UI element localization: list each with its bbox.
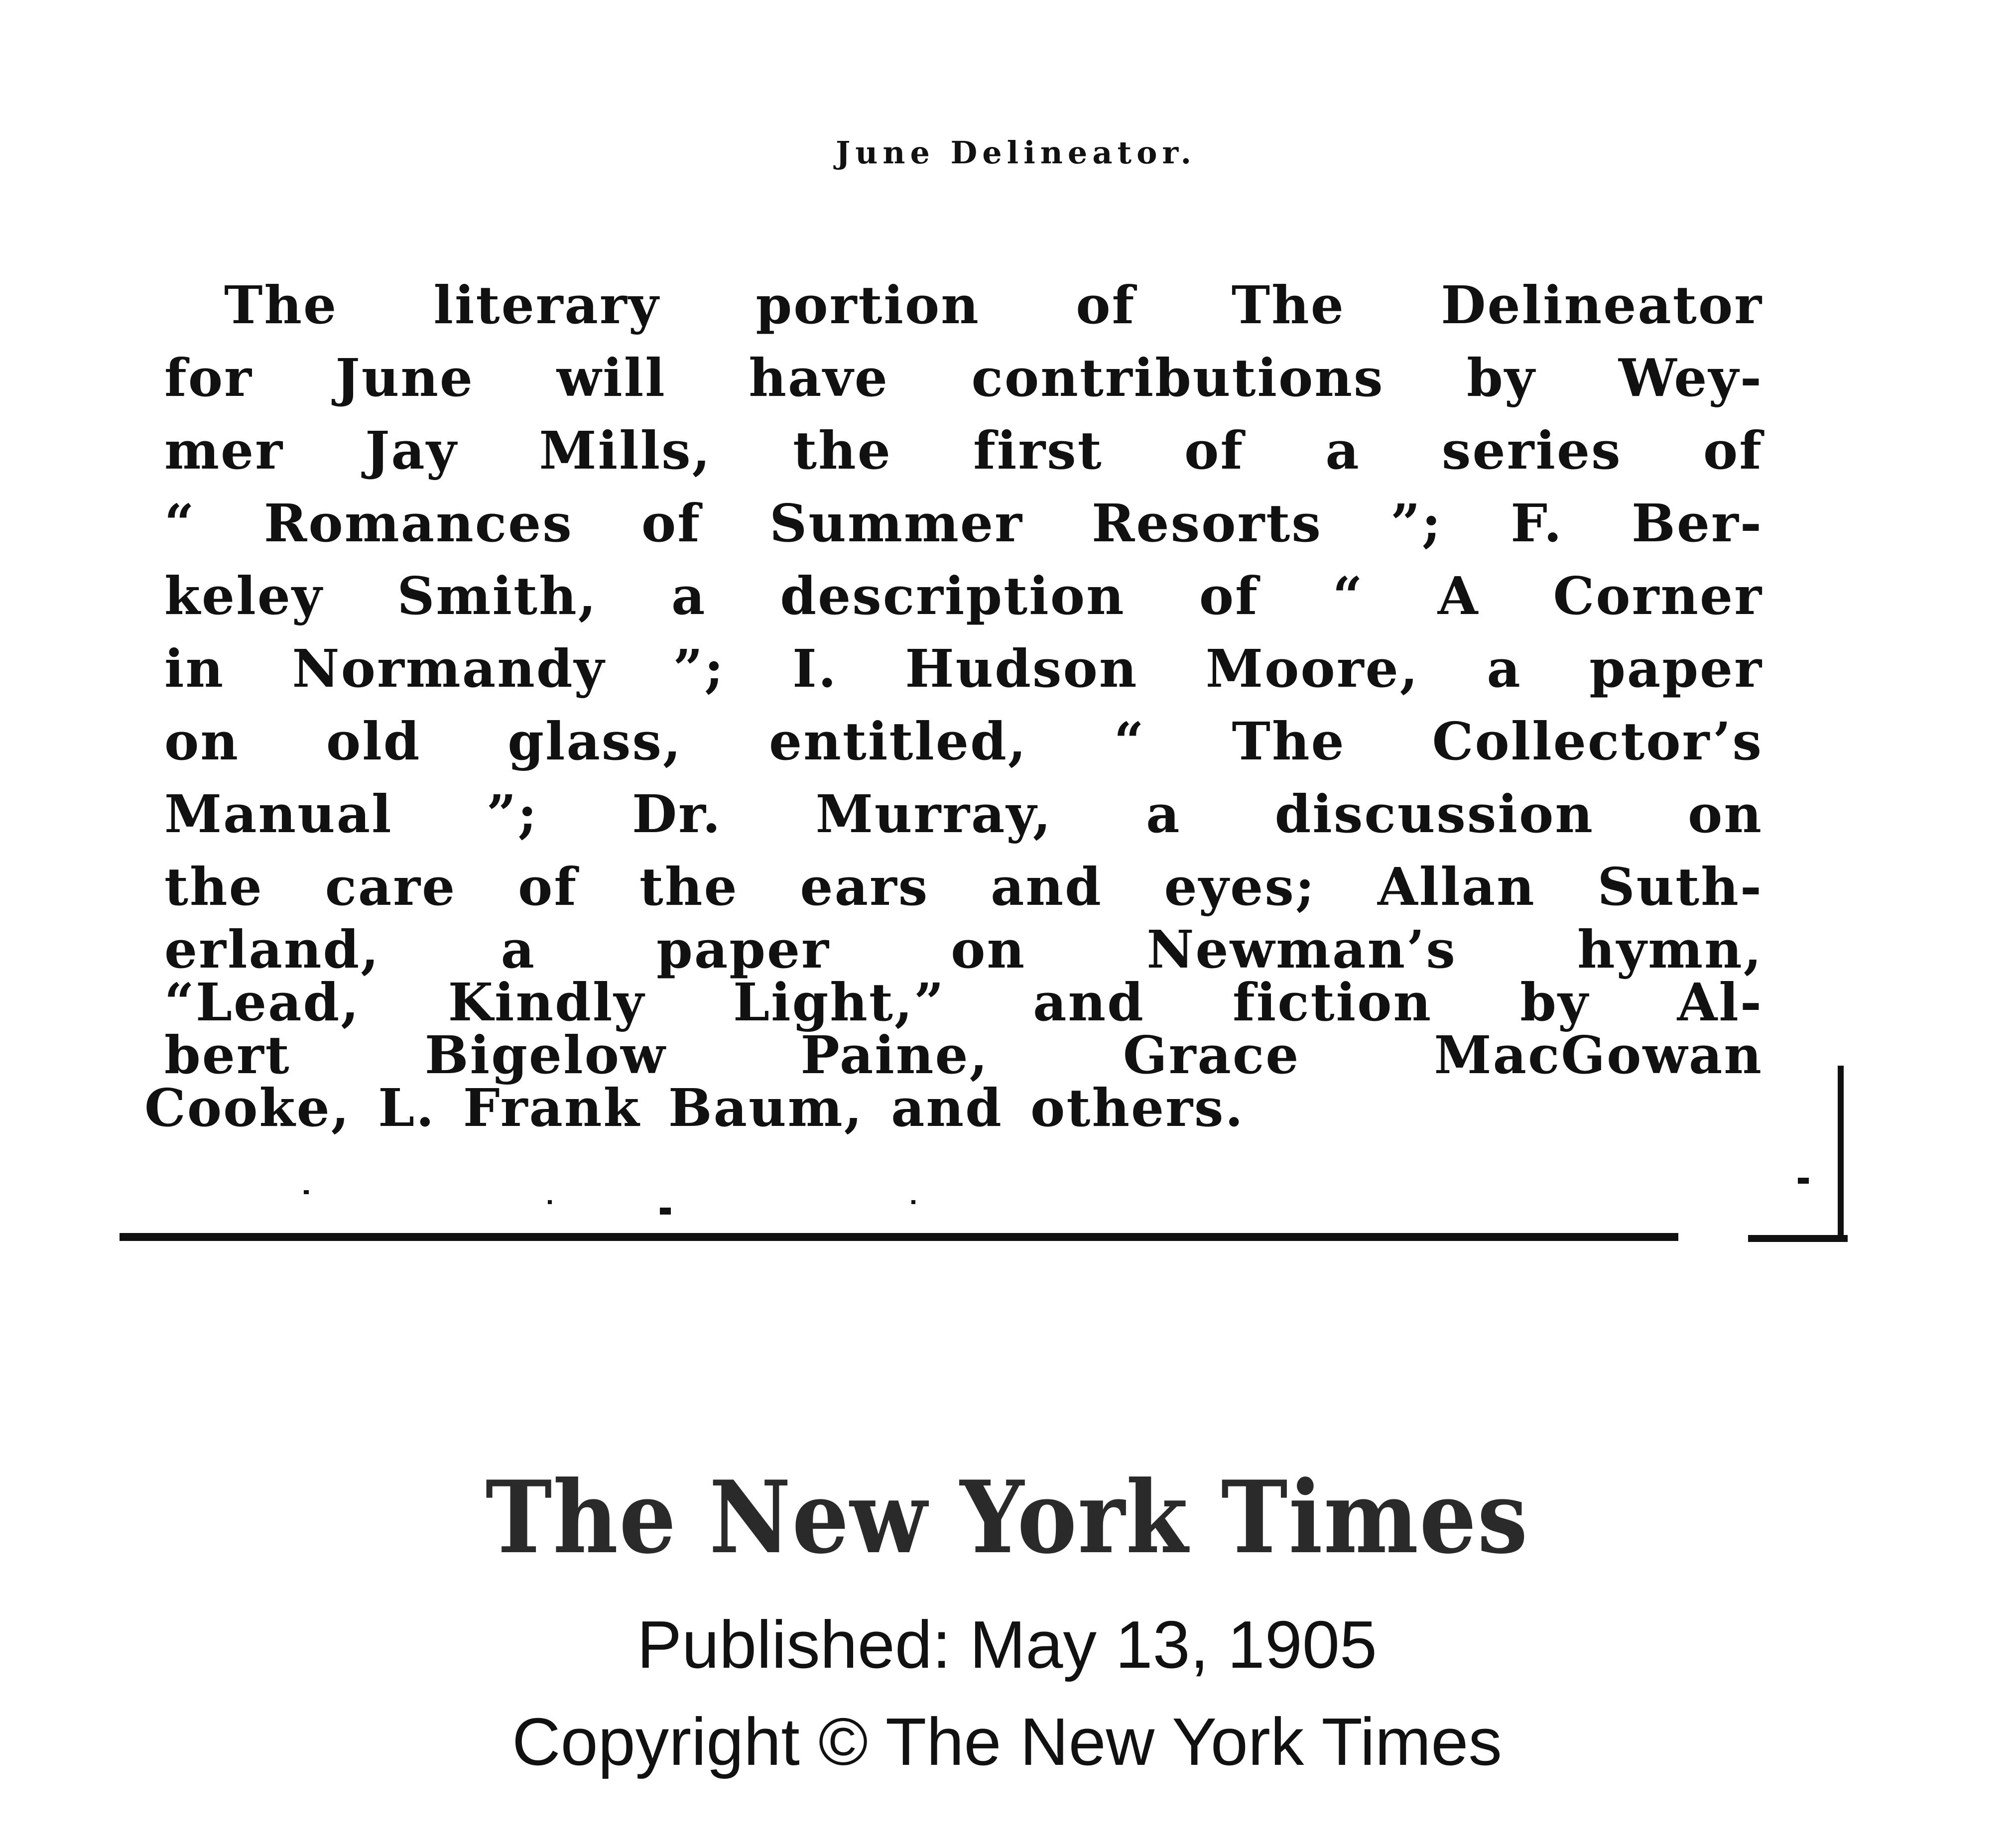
copyright-notice: Copyright © The New York Times (512, 1704, 1502, 1779)
article-line: “ Romances of Summer Resorts ”; F. Ber- (164, 493, 1763, 554)
print-speck (1798, 1178, 1809, 1184)
nyt-masthead-logo: The New York Times (485, 1459, 1529, 1576)
print-speck (304, 1190, 309, 1194)
print-speck (548, 1200, 552, 1204)
article-clipping (115, 120, 1858, 1255)
article-line: on old glass, entitled, “ The Collector’s (164, 711, 1763, 772)
column-rule (120, 1233, 1678, 1241)
article-line: “Lead, Kindly Light,” and fiction by Al- (164, 972, 1763, 1033)
article-line: the care of the ears and eyes; Allan Suth- (164, 856, 1763, 917)
clipping-edge-mark (1838, 1066, 1844, 1240)
article-line: in Normandy ”; I. Hudson Moore, a paper (164, 638, 1763, 699)
print-speck (911, 1200, 915, 1204)
print-speck (1839, 1096, 1843, 1101)
article-line: The literary portion of The Delineator (224, 274, 1763, 336)
article-body (144, 269, 1763, 1138)
article-line: bert Bigelow Paine, Grace MacGowan (164, 1024, 1763, 1086)
print-speck (660, 1208, 671, 1215)
article-line: for June will have contributions by Wey- (164, 347, 1763, 408)
column-rule-end (1748, 1235, 1848, 1242)
article-line: erland, a paper on Newman’s hymn, (164, 919, 1763, 980)
article-line: keley Smith, a description of “ A Corner (164, 565, 1763, 626)
article-line: Cooke, L. Frank Baum, and others. (144, 1077, 1245, 1138)
article-line: Manual ”; Dr. Murray, a discussion on (164, 783, 1763, 845)
published-date: Published: May 13, 1905 (637, 1607, 1377, 1682)
article-line: mer Jay Mills, the first of a series of (164, 420, 1763, 481)
article-headline: June Delineator. (835, 134, 1197, 171)
